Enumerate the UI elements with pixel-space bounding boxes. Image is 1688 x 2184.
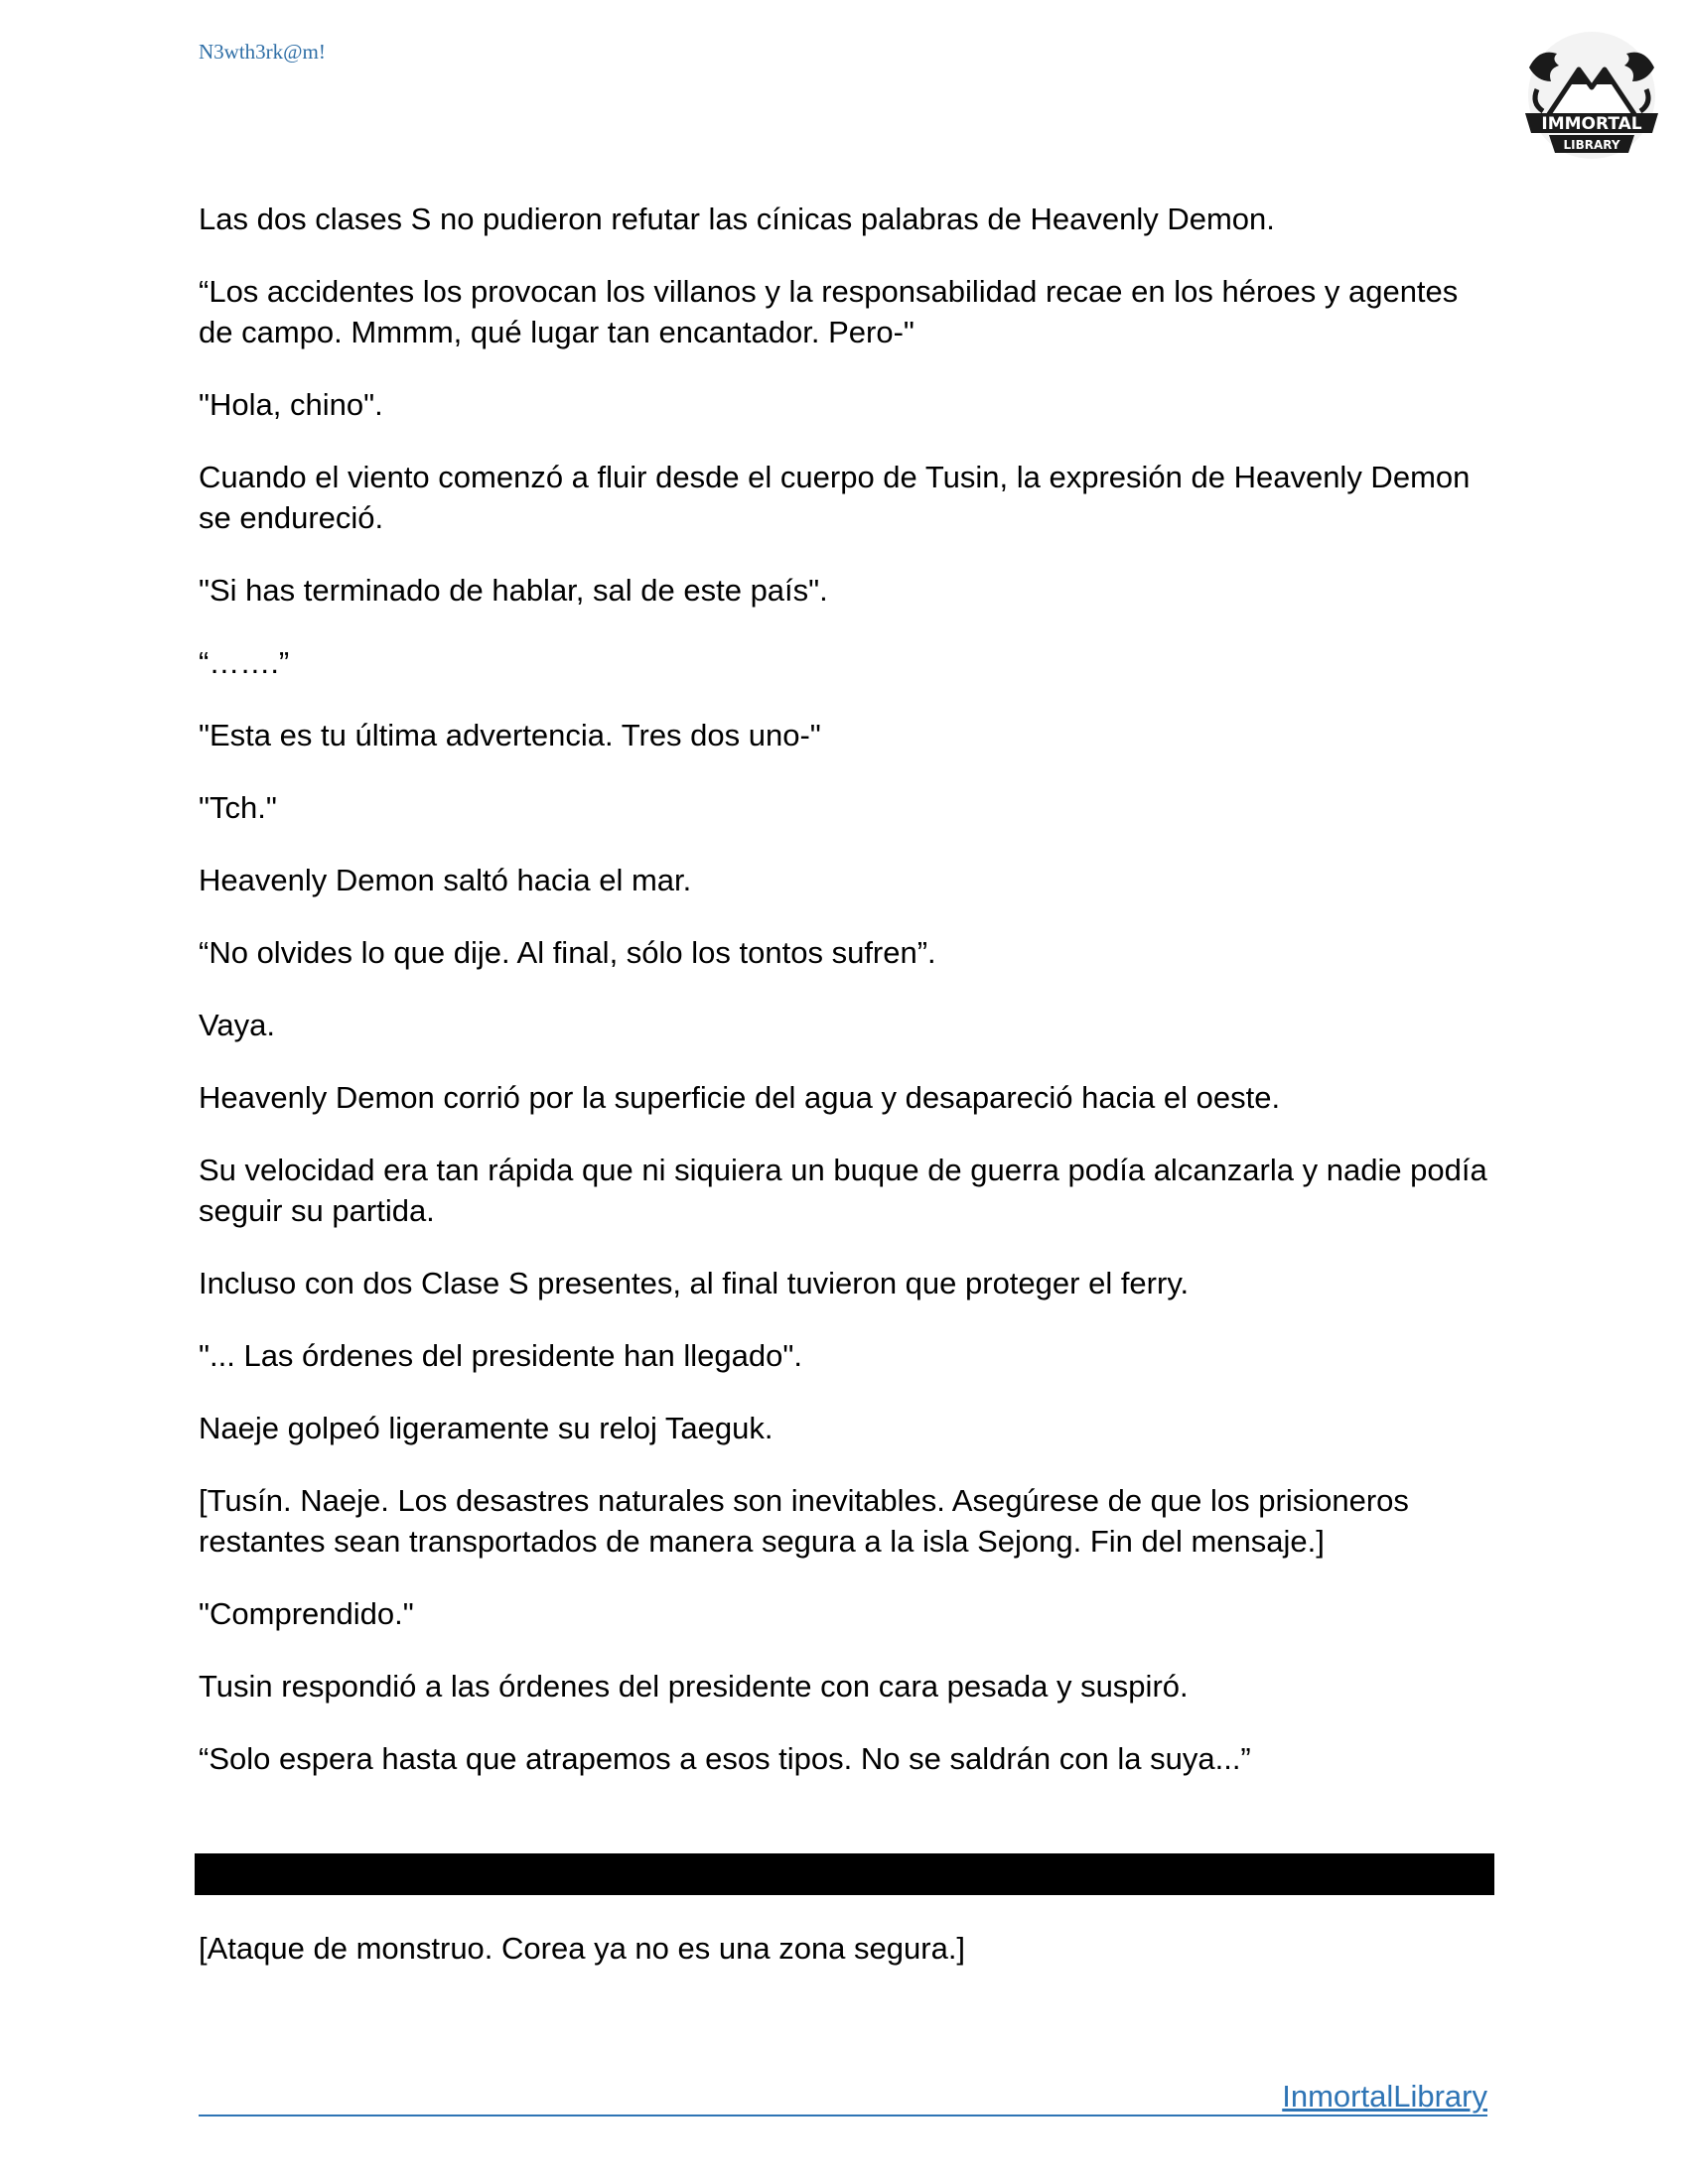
paragraph: “…….”	[199, 645, 290, 680]
paragraph: "... Las órdenes del presidente han llegado".	[199, 1338, 802, 1373]
paragraph: Naeje golpeó ligeramente su reloj Taeguk.	[199, 1411, 774, 1445]
paragraph: "Esta es tu última advertencia. Tres dos uno-"	[199, 718, 821, 752]
logo-line1: IMMORTAL	[1541, 114, 1642, 134]
dragons-mountain-emblem-icon	[1517, 30, 1666, 169]
header-tag: N3wth3rk@m!	[199, 40, 326, 64]
footer-link[interactable]: InmortalLibrary	[1282, 2079, 1487, 2114]
paragraph: [Tusín. Naeje. Los desastres naturales son inevitables. Asegúrese de que los prisioneros restantes sean transportados de manera segura a la isla Sejong. Fin del mensaje.]	[199, 1483, 1409, 1559]
paragraph: Heavenly Demon saltó hacia el mar.	[199, 863, 692, 897]
paragraph: “Solo espera hasta que atrapemos a esos tipos. No se saldrán con la suya...”	[199, 1741, 1251, 1776]
logo-line2: LIBRARY	[1563, 138, 1620, 152]
paragraph: Vaya.	[199, 1008, 275, 1042]
chapter-body	[199, 199, 1489, 1811]
footer-divider	[199, 2115, 1487, 2116]
paragraph: Incluso con dos Clase S presentes, al final tuvieron que proteger el ferry.	[199, 1266, 1190, 1300]
redaction-bar	[195, 1853, 1494, 1895]
closing-line: [Ataque de monstruo. Corea ya no es una zona segura.]	[199, 1931, 966, 1966]
immortal-library-logo	[1517, 30, 1666, 169]
paragraph: "Si has terminado de hablar, sal de este país".	[199, 573, 828, 608]
paragraph: “No olvides lo que dije. Al final, sólo los tontos sufren”.	[199, 935, 936, 970]
paragraph: Tusin respondió a las órdenes del presidente con cara pesada y suspiró.	[199, 1669, 1189, 1704]
paragraph: Las dos clases S no pudieron refutar las cínicas palabras de Heavenly Demon.	[199, 202, 1275, 236]
paragraph: "Comprendido."	[199, 1596, 414, 1631]
paragraph: Su velocidad era tan rápida que ni siquiera un buque de guerra podía alcanzarla y nadie podía seguir su partida.	[199, 1153, 1487, 1228]
paragraph: “Los accidentes los provocan los villanos y la responsabilidad recae en los héroes y agentes de campo. Mmmm, qué lugar tan encantador. Pero-"	[199, 274, 1459, 349]
paragraph: "Hola, chino".	[199, 387, 383, 422]
paragraph: Heavenly Demon corrió por la superficie del agua y desapareció hacia el oeste.	[199, 1080, 1281, 1115]
paragraph: "Tch."	[199, 790, 277, 825]
paragraph: Cuando el viento comenzó a fluir desde el cuerpo de Tusin, la expresión de Heavenly Demon se endureció.	[199, 460, 1471, 535]
